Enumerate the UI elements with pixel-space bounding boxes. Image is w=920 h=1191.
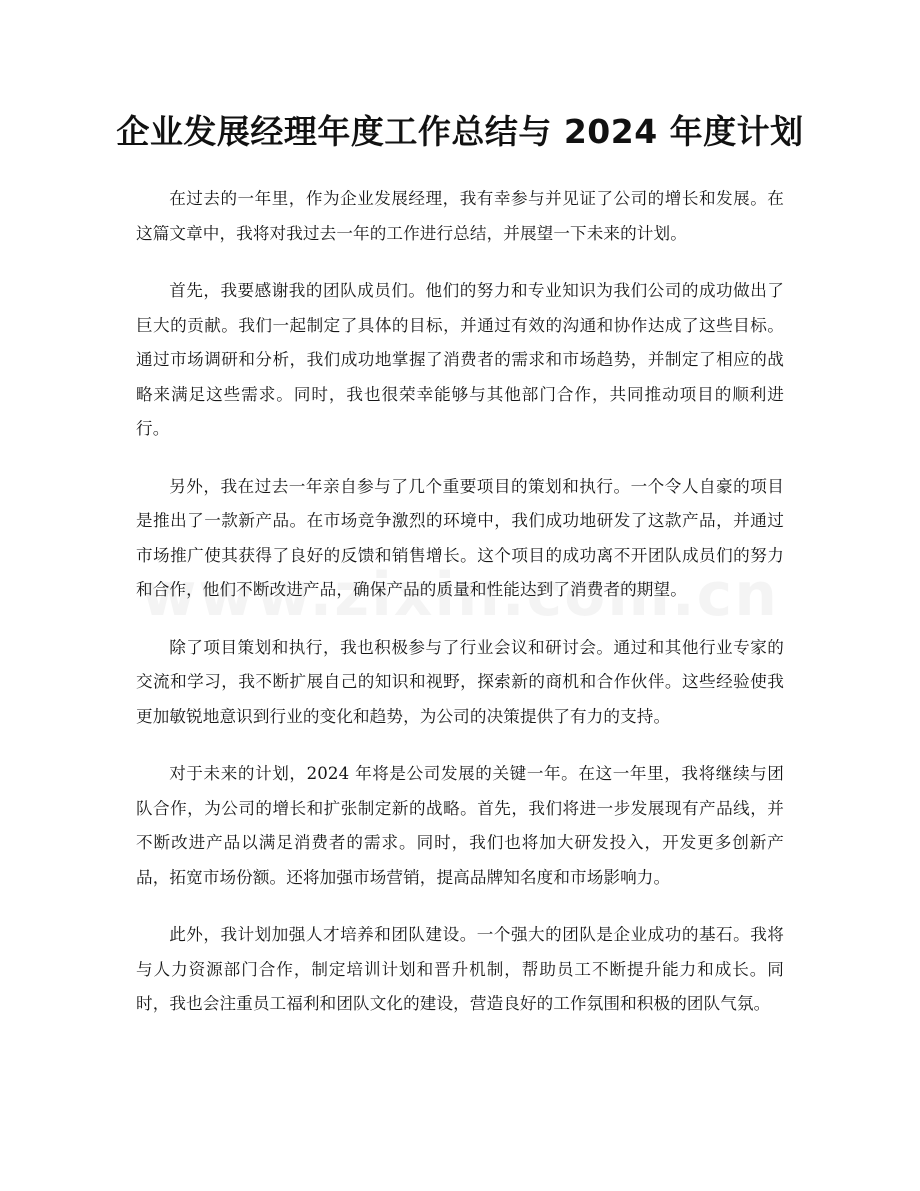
paragraph-talent: 此外，我计划加强人才培养和团队建设。一个强大的团队是企业成功的基石。我将与人力资源部门合作，制定培训计划和晋升机制，帮助员工不断提升能力和成长。同时，我也会注重员工福利和团队文化的建设，营造良好的工作氛围和积极的团队气氛。 [136,925,784,1013]
paragraph-team-thanks: 首先，我要感谢我的团队成员们。他们的努力和专业知识为我们公司的成功做出了巨大的贡献。我们一起制定了具体的目标，并通过有效的沟通和协作达成了这些目标。通过市场调研和分析，我们成功地掌握了消费者的需求和市场趋势，并制定了相应的战略来满足这些需求。同时，我也很荣幸能够与其他部门合作，共同推动项目的顺利进行。 [136,281,784,438]
paragraph-projects: 另外，我在过去一年亲自参与了几个重要项目的策划和执行。一个令人自豪的项目是推出了一款新产品。在市场竞争激烈的环境中，我们成功地研发了这款产品，并通过市场推广使其获得了良好的反馈和销售增长。这个项目的成功离不开团队成员们的努力和合作，他们不断改进产品，确保产品的质量和性能达到了消费者的期望。 [136,476,784,599]
document-title: 企业发展经理年度工作总结与 2024 年度计划 [116,112,804,151]
paragraph-future-plan: 对于未来的计划，2024 年将是公司发展的关键一年。在这一年里，我将继续与团队合作，为公司的增长和扩张制定新的战略。首先，我们将进一步发展现有产品线，并不断改进产品以满足消费者的需求。同时，我们也将加大研发投入，开发更多创新产品，拓宽市场份额。还将加强市场营销，提高品牌知名度和市场影响力。 [136,764,784,887]
paragraph-intro: 在过去的一年里，作为企业发展经理，我有幸参与并见证了公司的增长和发展。在这篇文章中，我将对我过去一年的工作进行总结，并展望一下未来的计划。 [136,189,784,243]
document-body [136,182,784,1045]
paragraph-industry: 除了项目策划和执行，我也积极参与了行业会议和研讨会。通过和其他行业专家的交流和学习，我不断扩展自己的知识和视野，探索新的商机和合作伙伴。这些经验使我更加敏锐地意识到行业的变化和趋势，为公司的决策提供了有力的支持。 [136,637,784,726]
